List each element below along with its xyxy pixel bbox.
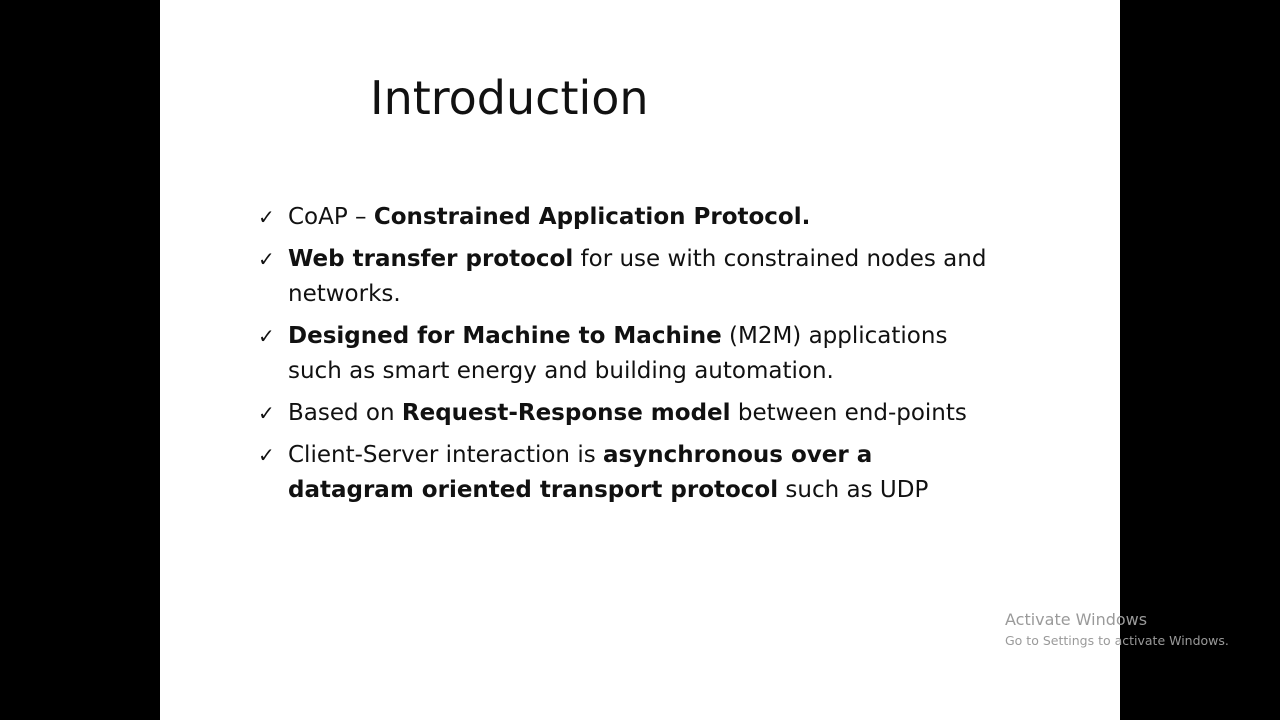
bullet-item [258, 242, 998, 312]
bullet-text [288, 442, 928, 503]
slide-title: Introduction [370, 71, 649, 125]
bullet-bold-text: asynchronous over a datagram oriented transport protocol [288, 442, 873, 503]
activation-watermark [1005, 609, 1229, 651]
bullet-list [258, 200, 998, 515]
bullet-bold-text: Request-Response model [401, 400, 731, 426]
bullet-item [258, 396, 998, 431]
bullet-plain-text: Based on [288, 400, 402, 426]
slide [160, 0, 1120, 720]
bullet-plain-text: CoAP – [288, 204, 374, 230]
check-icon: ✓ [258, 247, 275, 271]
bullet-item [258, 319, 998, 389]
bullet-plain-text: (M2M) applications such as smart energy and building automation. [288, 323, 948, 384]
bullet-plain-text: such as UDP [778, 477, 929, 503]
bullet-plain-text: Client-Server interaction is [288, 442, 604, 468]
check-icon: ✓ [258, 443, 275, 467]
check-icon: ✓ [258, 401, 275, 425]
bullet-plain-text: for use with constrained nodes and networks. [288, 246, 987, 307]
check-icon: ✓ [258, 324, 275, 348]
bullet-bold-text: Constrained Application Protocol. [373, 204, 811, 230]
check-icon: ✓ [258, 205, 275, 229]
bullet-bold-text: Designed for Machine to Machine [288, 323, 722, 349]
bullet-text [288, 246, 986, 307]
bullet-bold-text: Web transfer protocol [288, 246, 574, 272]
bullet-item [258, 200, 998, 235]
watermark-subtitle: Go to Settings to activate Windows. [1005, 633, 1229, 648]
bullet-text [288, 400, 967, 426]
watermark-title: Activate Windows [1005, 610, 1148, 629]
bullet-plain-text: between end-points [730, 400, 967, 426]
bullet-item [258, 438, 998, 508]
bullet-text [288, 323, 947, 384]
bullet-text [288, 204, 810, 230]
